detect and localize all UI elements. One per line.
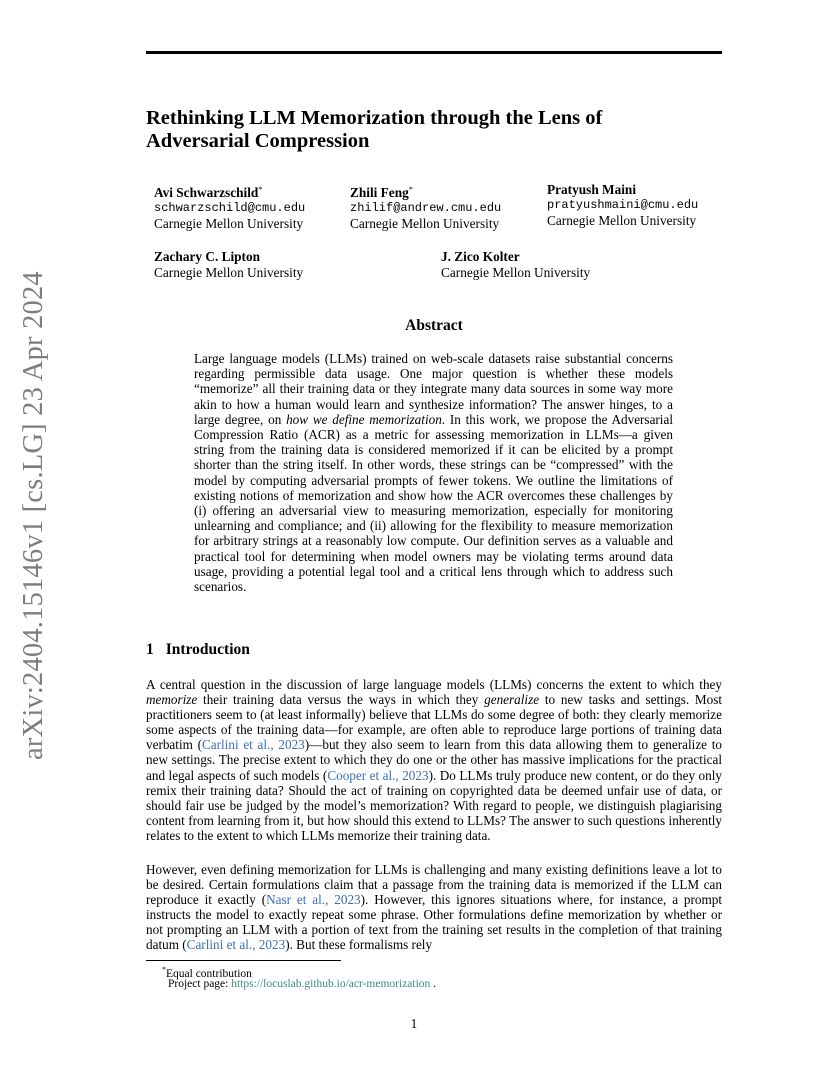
author-email[interactable]: zhilif@andrew.cmu.edu <box>350 200 502 215</box>
author-mark: * <box>408 184 413 194</box>
author-name: J. Zico Kolter <box>441 249 520 264</box>
footnote-rule <box>146 960 341 961</box>
author-email[interactable]: pratyushmaini@cmu.edu <box>547 197 699 212</box>
author-block-3 <box>547 182 698 229</box>
section-heading <box>146 641 250 659</box>
author-block-2 <box>350 182 501 232</box>
author-affiliation: Carnegie Mellon University <box>547 213 697 228</box>
page-number: 1 <box>410 1016 418 1031</box>
footnote-text: Project page: <box>168 978 232 990</box>
arxiv-identifier: arXiv:2404.15146v1 [cs.LG] 23 Apr 2024 <box>18 271 49 760</box>
author-block-1 <box>154 182 305 232</box>
author-mark: * <box>258 184 263 194</box>
citation-link[interactable]: Cooper et al., 2023 <box>327 767 429 783</box>
citation-link[interactable]: Carlini et al., 2023 <box>201 737 305 753</box>
paper-title: Rethinking LLM Memorization through the Lens of Adversarial Compression <box>146 107 603 152</box>
abstract-body <box>194 351 673 594</box>
author-block-5 <box>441 249 590 280</box>
author-name: Zhili Feng <box>350 185 409 200</box>
author-affiliation: Carnegie Mellon University <box>154 264 304 280</box>
section-title: Introduction <box>165 641 250 658</box>
abstract-text: . In this work, we propose the Adversarial Compression Ratio (ACR) as a metric for assessing memorization in LLMs—a given string from the training data is considered memorized if it can be elicited by a prompt shorter than the string itself. In other words, these strings can be “compressed” with the model by computing adversarial prompts of fewer tokens. We outline the limitations of existing notions of memorization and show how the ACR overcomes these challenges by (i) offering an adversarial view to measuring memorization, especially for monitoring unlearning and compliance; and (ii) allowing for the flexibility to measure memorization for arbitrary strings at a reasonably low compute. Our definition serves as a valuable and practical tool for determining when model owners may be violating terms around data usage, providing a potential legal tool and a critical lens through which to address such scenarios. <box>194 411 673 595</box>
author-affiliation: Carnegie Mellon University <box>441 264 591 280</box>
citation-link[interactable]: Nasr et al., 2023 <box>266 892 361 908</box>
body-text: ). However, this ignores situations where, for instance, a prompt instructs the model to exactly repeat some phrase. Other formulations define memorization by whether or not prompting an LLM with a portion of text from the training set results in the completion of that training datum ( <box>146 892 723 953</box>
citation-link[interactable]: Carlini et al., 2023 <box>186 937 286 953</box>
body-emphasis: memorize <box>146 692 198 708</box>
author-name: Pratyush Maini <box>547 182 637 197</box>
abstract-emphasis: how we define memorization <box>286 411 442 427</box>
body-text: to new tasks and settings. Most practitioners seem to (at least informally) believe that LLMs do some degree of both: they clearly memorize some aspects of the training data—for example, are often able to reproduce large portions of training data verbatim ( <box>146 692 722 753</box>
footnote-text: . <box>430 978 437 990</box>
footnote-mark: * <box>162 965 166 974</box>
intro-paragraph-2 <box>146 862 722 953</box>
author-email[interactable]: schwarzschild@cmu.edu <box>154 200 306 215</box>
body-text: ). But these formalisms rely <box>285 937 433 953</box>
abstract-text: Large language models (LLMs) trained on web-scale datasets raise substantial concerns regarding permissible data usage. One major question is whether these models “memorize” all their training data or they integrate many data sources in some way more akin to how a human would learn and synthesize information? The answer hinges, to a large degree, on <box>194 351 673 427</box>
body-text: their training data versus the ways in which they <box>197 692 485 708</box>
footnote-text: Equal contribution <box>166 967 252 980</box>
body-text: However, even defining memorization for LLMs is challenging and many existing definitions leave a lot to be desired. Certain formulations claim that a passage from the training data is memorized if the LLM can reproduce it exactly ( <box>146 862 722 908</box>
title-rule <box>146 51 722 54</box>
author-affiliation: Carnegie Mellon University <box>154 216 304 231</box>
author-name: Avi Schwarzschild <box>154 185 259 200</box>
author-affiliation: Carnegie Mellon University <box>350 216 500 231</box>
project-page-link[interactable]: https://locuslab.github.io/acr-memorization <box>231 978 431 990</box>
body-text: A central question in the discussion of large language models (LLMs) concerns the extent to which they <box>146 677 722 692</box>
body-text: ). Do LLMs truly produce new content, or do they only remix their training data? Should the act of training on copyrighted data be deemed unfair use of data, or should fair use be judged by the model’s memorization? With regard to people, we distinguish plagiarising content from learning from it, but how should this extend to LLMs? The answer to such questions inherently relates to the extent to which LLMs memorize their training data. <box>146 767 722 843</box>
author-name: Zachary C. Lipton <box>154 249 261 264</box>
body-emphasis: generalize <box>484 692 540 708</box>
section-number: 1 <box>146 641 154 658</box>
author-block-4 <box>154 249 303 280</box>
intro-paragraph-1 <box>146 677 722 843</box>
footnote-project-page <box>168 977 744 991</box>
body-text: )—but they also seem to learn from this data allowing them to generalize to new settings. The precise extent to which they do one or the other has massive implications for the practical and legal aspects of such models ( <box>146 737 722 783</box>
abstract-heading: Abstract <box>405 317 463 334</box>
